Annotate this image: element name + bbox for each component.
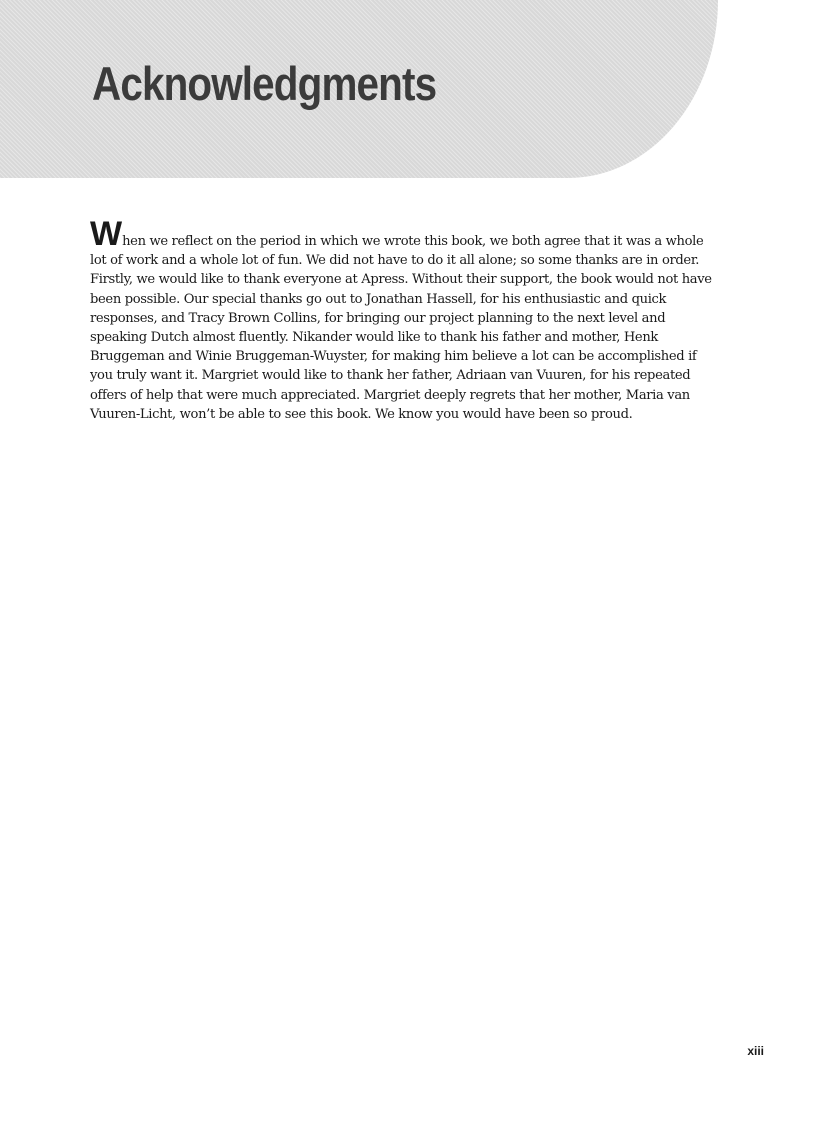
chapter-title: Acknowledgments	[92, 57, 437, 110]
paragraph-text: hen we reflect on the period in which we wrote this book, we both agree that it was a whole lot of work and a whole lot of fun. We did not have to do it all alone; so some thanks are in order. Firstly, we would like to thank everyone at Apress. Without their support, the book would not have been possible. Our special thanks go out to Jonathan Hassell, for his enthusiastic and quick responses, and Tracy Brown Collins, for bringing our project planning to the next level and speaking Dutch almost fluently. Nikander would like to thank his father and mother, Henk Bruggeman and Winie Bruggeman-Wuyster, for making him believe a lot can be accomplished if you truly want it. Margriet would like to thank her father, Adriaan van Vuuren, for his repeated offers of help that were much appreciated. Margriet deeply regrets that her mother, Maria van Vuuren-Licht, won’t be able to see this book. We know you would have been so proud.	[90, 234, 712, 422]
page-number: xiii	[747, 1044, 764, 1058]
chapter-header-band	[0, 0, 718, 178]
drop-cap: W	[90, 215, 123, 253]
acknowledgments-paragraph	[90, 215, 720, 424]
